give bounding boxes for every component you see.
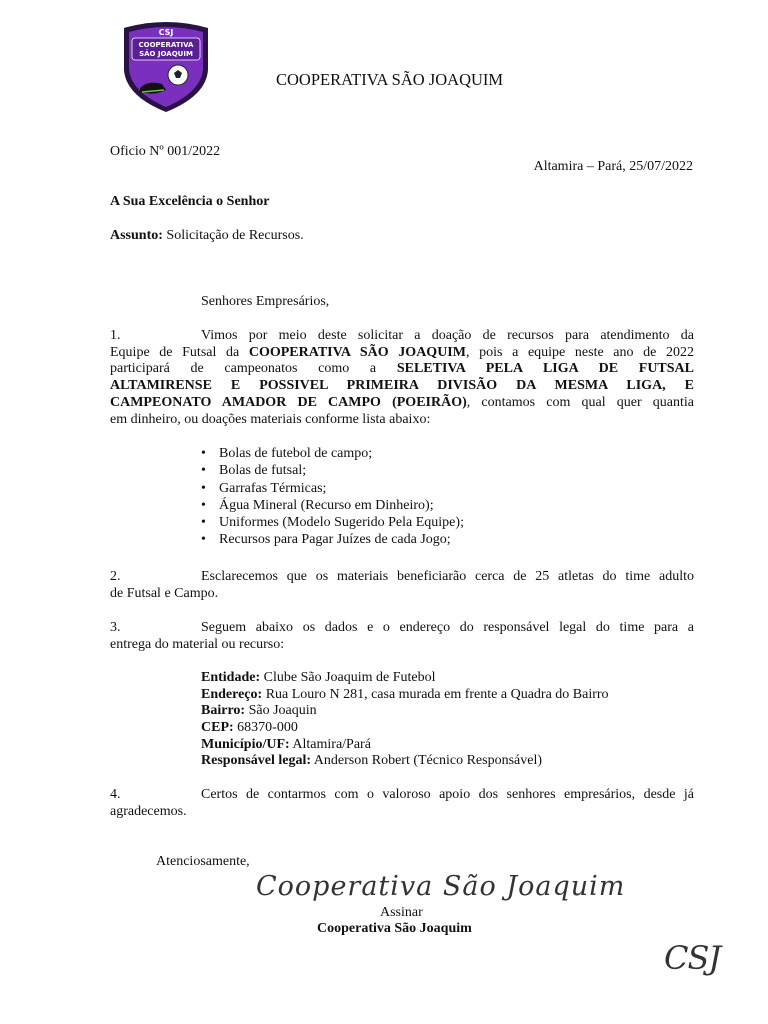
detail-label: Entidade: bbox=[201, 670, 261, 685]
p1-line3-a: participará de campeonatos como a bbox=[110, 361, 397, 376]
logo-line2: SÃO JOAQUIM bbox=[139, 50, 193, 58]
p1-line4: ALTAMIRENSE E POSSIVEL PRIMEIRA DIVISÃO DA MESMA LIGA, E bbox=[110, 378, 694, 393]
detail-entidade bbox=[201, 670, 436, 686]
items-list bbox=[197, 445, 647, 549]
list-item: • Bolas de futsal; bbox=[197, 462, 647, 479]
p1-line3 bbox=[110, 361, 694, 377]
p1-line5 bbox=[110, 395, 694, 411]
p4-line1: Certos de contarmos com o valoroso apoio dos senhores empresários, desde já bbox=[201, 787, 694, 802]
detail-value: 68370-000 bbox=[233, 720, 298, 735]
detail-bairro bbox=[201, 703, 317, 719]
detail-endereco bbox=[201, 687, 609, 703]
closing: Atenciosamente, bbox=[156, 854, 250, 869]
cooperative-logo bbox=[118, 18, 214, 114]
p3-line2: entrega do material ou recurso: bbox=[110, 637, 285, 652]
p4-line2: agradecemos. bbox=[110, 804, 187, 819]
detail-label: Endereço: bbox=[201, 687, 263, 702]
p1-line5-b: , contamos com qual quer quantia bbox=[466, 395, 694, 410]
p1-line3-b: SELETIVA PELA LIGA DE FUTSAL bbox=[396, 361, 694, 376]
subject-label: Assunto: bbox=[110, 228, 163, 243]
detail-label: Responsável legal: bbox=[201, 753, 312, 768]
list-item: • Recursos para Pagar Juízes de cada Jogo; bbox=[197, 531, 647, 548]
p1-line2-a: Equipe de Futsal da bbox=[110, 345, 249, 360]
p1-line5-a: CAMPEONATO AMADOR DE CAMPO (POEIRÃO) bbox=[110, 395, 467, 410]
list-item: • Uniformes (Modelo Sugerido Pela Equipe); bbox=[197, 514, 647, 531]
org-name-header: COOPERATIVA SÃO JOAQUIM bbox=[276, 70, 504, 89]
greeting: Senhores Empresários, bbox=[201, 294, 330, 309]
sign-label: Assinar bbox=[380, 905, 423, 920]
detail-value: São Joaquin bbox=[245, 703, 317, 718]
signature-script: Cooperativa São Joaquim bbox=[256, 871, 626, 902]
p1-org-bold: COOPERATIVA SÃO JOAQUIM bbox=[248, 345, 466, 360]
p1-line1: Vimos por meio deste solicitar a doação de recursos para atendimento da bbox=[201, 328, 694, 343]
p1-line2-c: , pois a equipe neste ano de 2022 bbox=[465, 345, 695, 360]
detail-cep bbox=[201, 720, 298, 736]
list-item: • Água Mineral (Recurso em Dinheiro); bbox=[197, 497, 647, 514]
p2-line2: de Futsal e Campo. bbox=[110, 586, 219, 601]
detail-label: Município/UF: bbox=[201, 737, 290, 752]
subject bbox=[110, 228, 304, 244]
detail-label: CEP: bbox=[201, 720, 234, 735]
list-item: • Garrafas Térmicas; bbox=[197, 480, 647, 497]
p2-line1: Esclarecemos que os materiais beneficiarão cerca de 25 atletas do time adulto bbox=[201, 569, 694, 584]
oficio-number: Oficio Nº 001/2022 bbox=[110, 144, 221, 159]
p1-number: 1. bbox=[110, 328, 121, 343]
signatory: Cooperativa São Joaquim bbox=[317, 921, 472, 936]
detail-value: Clube São Joaquim de Futebol bbox=[260, 670, 436, 685]
logo-top-text: CSJ bbox=[158, 28, 174, 37]
p2-number: 2. bbox=[110, 569, 121, 584]
list-item: • Bolas de futebol de campo; bbox=[197, 445, 647, 462]
p1-line2 bbox=[110, 345, 694, 361]
detail-responsavel bbox=[201, 753, 542, 769]
p3-line1: Seguem abaixo os dados e o endereço do responsável legal do time para a bbox=[201, 620, 694, 635]
p4-number: 4. bbox=[110, 787, 121, 802]
initials-signature: CSJ bbox=[664, 939, 721, 977]
detail-label: Bairro: bbox=[201, 703, 246, 718]
p1-line6: em dinheiro, ou doações materiais conforme lista abaixo: bbox=[110, 412, 431, 427]
detail-municipio bbox=[201, 737, 371, 753]
place-date: Altamira – Pará, 25/07/2022 bbox=[533, 159, 693, 174]
recipient: A Sua Excelência o Senhor bbox=[110, 194, 270, 209]
logo-line1: COOPERATIVA bbox=[138, 41, 194, 49]
subject-text: Solicitação de Recursos. bbox=[162, 228, 304, 243]
p3-number: 3. bbox=[110, 620, 121, 635]
detail-value: Rua Louro N 281, casa murada em frente a Quadra do Bairro bbox=[262, 687, 609, 702]
detail-value: Anderson Robert (Técnico Responsável) bbox=[311, 753, 543, 768]
detail-value: Altamira/Pará bbox=[289, 737, 371, 752]
